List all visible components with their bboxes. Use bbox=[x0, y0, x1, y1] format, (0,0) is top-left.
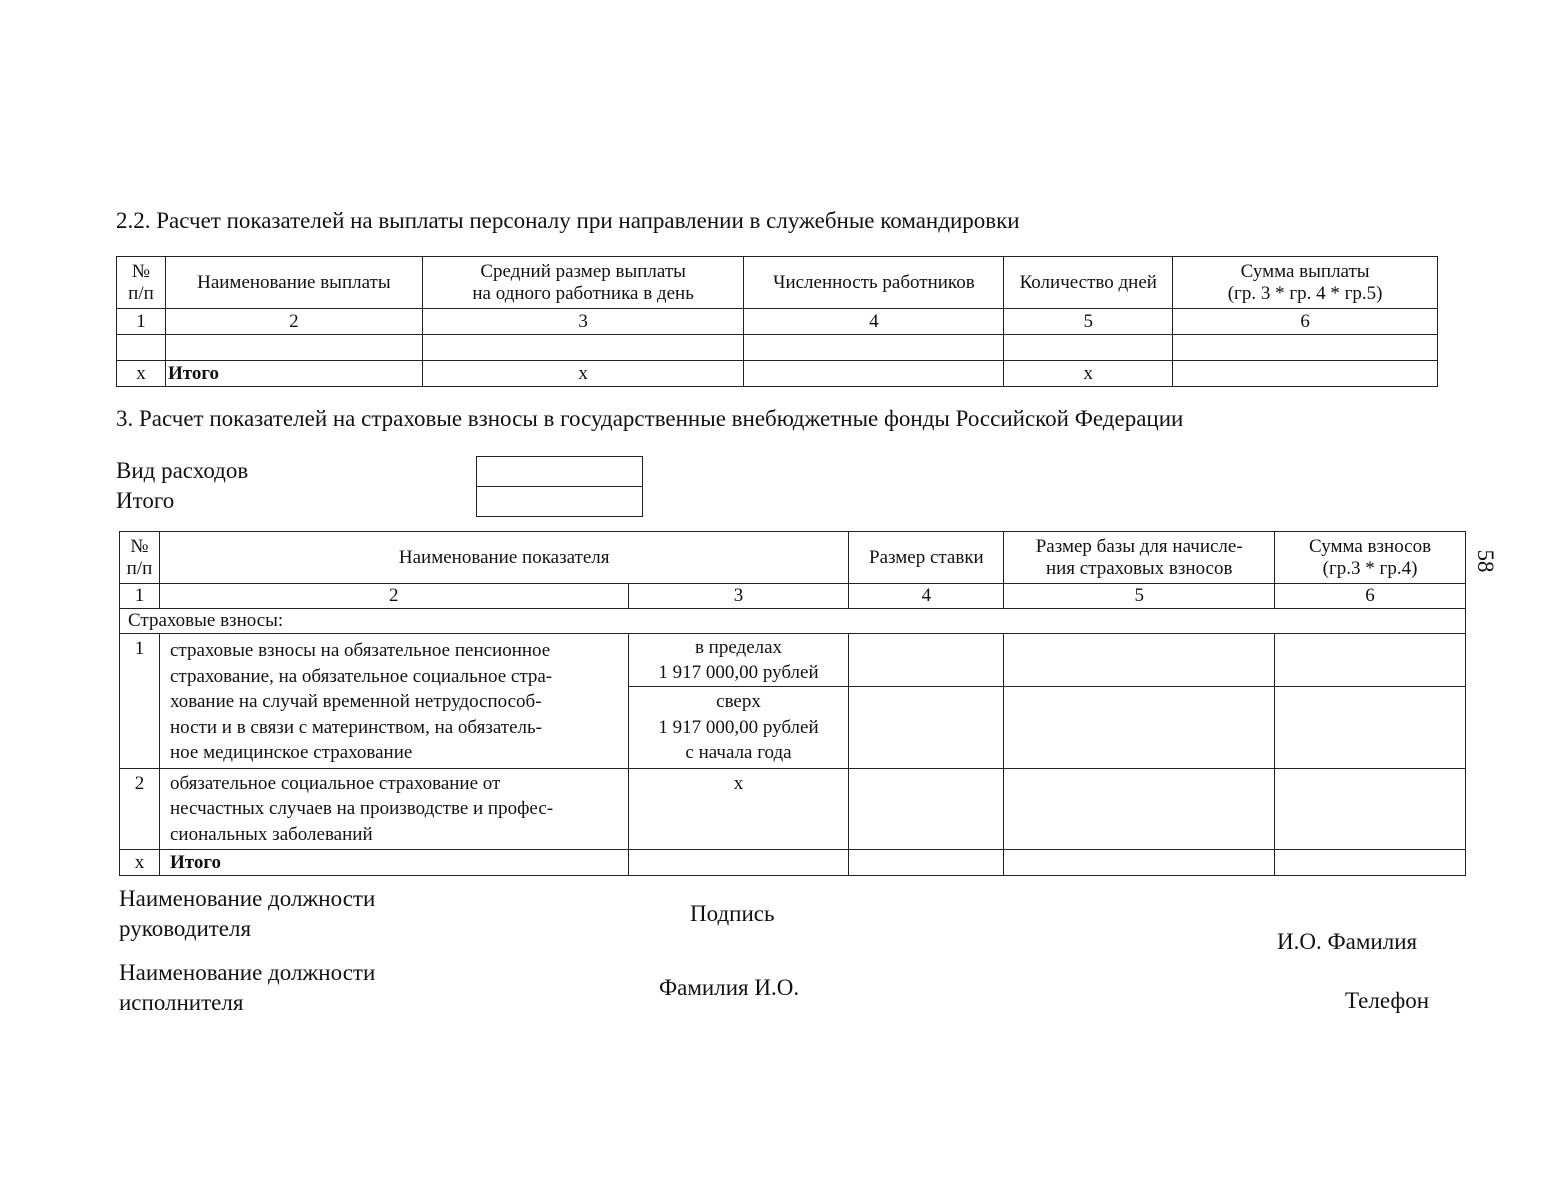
row-2-sum bbox=[1275, 768, 1466, 850]
total-row bbox=[117, 361, 1438, 387]
total-c5: x bbox=[1004, 361, 1173, 387]
total-label: Итого bbox=[159, 850, 628, 876]
row-1-within-base bbox=[1004, 634, 1275, 687]
insurance-contributions-table bbox=[119, 531, 1466, 876]
col-number: 6 bbox=[1173, 309, 1438, 335]
table-header-row bbox=[120, 532, 1466, 584]
row-1-above-base bbox=[1004, 687, 1275, 768]
header-sum: Сумма взносов (гр.3 * гр.4) bbox=[1275, 532, 1466, 584]
header-payment-name: Наименование выплаты bbox=[165, 257, 422, 309]
head-position-label: Наименование должности руководителя bbox=[119, 886, 376, 941]
header-employees: Численность работников bbox=[744, 257, 1004, 309]
col-number: 3 bbox=[628, 584, 849, 609]
header-rate: Размер ставки bbox=[849, 532, 1004, 584]
col-number: 1 bbox=[117, 309, 166, 335]
header-num: № п/п bbox=[117, 257, 166, 309]
col-number: 5 bbox=[1004, 584, 1275, 609]
total-c6 bbox=[1173, 361, 1438, 387]
col-number: 2 bbox=[159, 584, 628, 609]
row-2-base bbox=[1004, 768, 1275, 850]
signature-label: Подпись bbox=[690, 901, 775, 926]
row-2-rate bbox=[849, 768, 1004, 850]
total-c5 bbox=[1004, 850, 1275, 876]
empty-cell bbox=[117, 335, 166, 361]
empty-cell bbox=[744, 335, 1004, 361]
total-c3: x bbox=[422, 361, 744, 387]
total-row bbox=[120, 850, 1466, 876]
total-num: x bbox=[117, 361, 166, 387]
row-1-num: 1 bbox=[120, 634, 160, 769]
empty-cell bbox=[165, 335, 422, 361]
row-1-description: страховые взносы на обязательное пенсионное страхование, на обязательное социальное стра- хование на случай временной нетрудоспособ- ности и в связи с материнством, на обязатель- ное медицинское страхование bbox=[159, 634, 628, 769]
group-label: Страховые взносы: bbox=[120, 609, 1466, 634]
group-label-row bbox=[120, 609, 1466, 634]
header-indicator-name: Наименование показателя bbox=[159, 532, 848, 584]
row-2 bbox=[120, 768, 1466, 850]
header-num: № п/п bbox=[120, 532, 160, 584]
empty-cell bbox=[1004, 335, 1173, 361]
column-number-row bbox=[120, 584, 1466, 609]
col-number: 3 bbox=[422, 309, 744, 335]
row-1-above-limit: сверх 1 917 000,00 рублей с начала года bbox=[628, 687, 849, 768]
page-number: 58 bbox=[1473, 549, 1498, 573]
row-1-above-sum bbox=[1275, 687, 1466, 768]
col-number: 4 bbox=[744, 309, 1004, 335]
empty-cell bbox=[1173, 335, 1438, 361]
col-number: 5 bbox=[1004, 309, 1173, 335]
expense-code-divider bbox=[477, 486, 642, 487]
header-avg-payment: Средний размер выплаты на одного работника в день bbox=[422, 257, 744, 309]
expense-total-label: Итого bbox=[116, 488, 175, 513]
column-number-row bbox=[117, 309, 1438, 335]
head-name: И.О. Фамилия bbox=[1277, 929, 1418, 954]
row-2-description: обязательное социальное страхование от несчастных случаев на производстве и профес- сиональных заболеваний bbox=[159, 768, 628, 850]
row-1-within bbox=[120, 634, 1466, 687]
total-c4 bbox=[849, 850, 1004, 876]
executor-name: Фамилия И.О. bbox=[659, 975, 800, 1000]
header-sum: Сумма выплаты (гр. 3 * гр. 4 * гр.5) bbox=[1173, 257, 1438, 309]
row-2-c3: x bbox=[628, 768, 849, 850]
expense-code-box bbox=[476, 456, 643, 517]
empty-cell bbox=[422, 335, 744, 361]
total-c3 bbox=[628, 850, 849, 876]
total-label: Итого bbox=[165, 361, 422, 387]
phone-label: Телефон bbox=[1345, 988, 1430, 1013]
section-2-2-title: 2.2. Расчет показателей на выплаты персоналу при направлении в служебные командировки bbox=[116, 208, 1020, 233]
row-1-within-sum bbox=[1275, 634, 1466, 687]
total-c6 bbox=[1275, 850, 1466, 876]
row-1-above-rate bbox=[849, 687, 1004, 768]
section-3-title: 3. Расчет показателей на страховые взносы в государственные внебюджетные фонды Российской Федерации bbox=[116, 406, 1184, 431]
row-2-num: 2 bbox=[120, 768, 160, 850]
executor-position-label: Наименование должности исполнителя bbox=[119, 960, 376, 1015]
expense-type-label: Вид расходов bbox=[116, 458, 249, 483]
travel-payments-table bbox=[116, 256, 1438, 387]
total-num: x bbox=[120, 850, 160, 876]
row-1-within-limit: в пределах 1 917 000,00 рублей bbox=[628, 634, 849, 687]
header-days: Количество дней bbox=[1004, 257, 1173, 309]
empty-row bbox=[117, 335, 1438, 361]
col-number: 6 bbox=[1275, 584, 1466, 609]
col-number: 1 bbox=[120, 584, 160, 609]
table-header-row bbox=[117, 257, 1438, 309]
col-number: 4 bbox=[849, 584, 1004, 609]
total-c4 bbox=[744, 361, 1004, 387]
header-base: Размер базы для начисле- ния страховых взносов bbox=[1004, 532, 1275, 584]
row-1-within-rate bbox=[849, 634, 1004, 687]
col-number: 2 bbox=[165, 309, 422, 335]
